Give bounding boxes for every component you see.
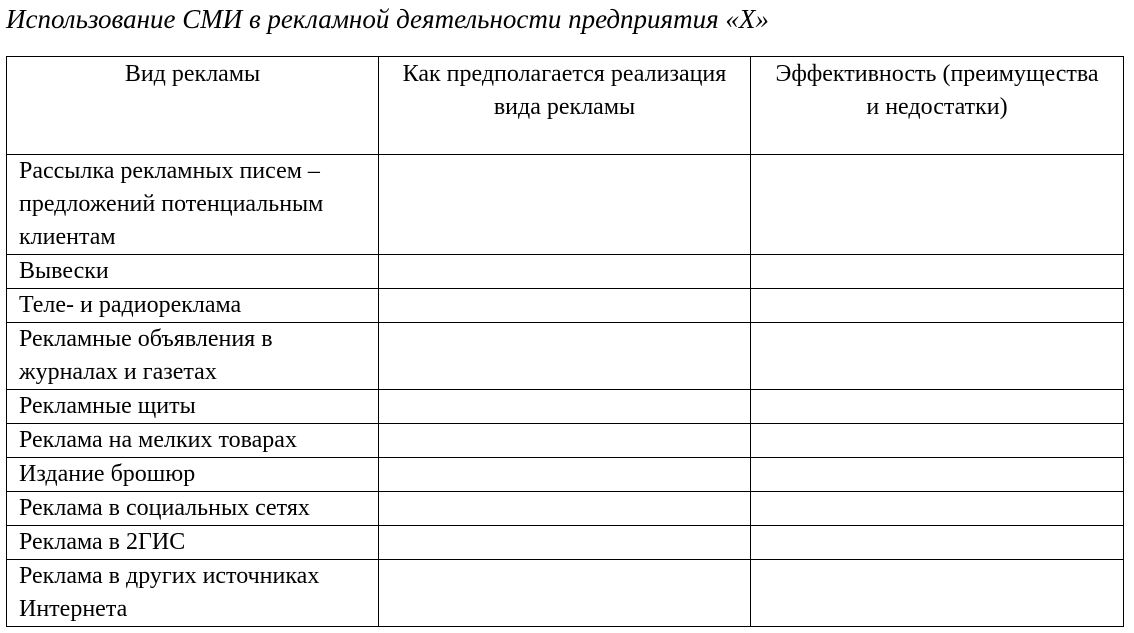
table-row (7, 323, 1124, 390)
table-row (7, 560, 1124, 627)
implementation-cell (379, 390, 751, 424)
effectiveness-cell (751, 289, 1124, 323)
table-row (7, 458, 1124, 492)
ad-type-cell: Рекламные объявления в журналах и газетах (7, 323, 379, 390)
ad-type-cell: Рассылка рекламных писем – предложений потенциальным клиентам (7, 155, 379, 255)
ad-type-cell: Реклама в социальных сетях (7, 492, 379, 526)
effectiveness-cell (751, 390, 1124, 424)
ad-type-cell: Теле- и радиореклама (7, 289, 379, 323)
table-row (7, 289, 1124, 323)
effectiveness-cell (751, 492, 1124, 526)
effectiveness-cell (751, 155, 1124, 255)
implementation-cell (379, 458, 751, 492)
ad-type-cell: Реклама в других источниках Интернета (7, 560, 379, 627)
table-row (7, 526, 1124, 560)
table-row (7, 492, 1124, 526)
implementation-cell (379, 255, 751, 289)
ad-type-cell: Издание брошюр (7, 458, 379, 492)
effectiveness-cell (751, 458, 1124, 492)
table-row (7, 390, 1124, 424)
advertising-media-table (6, 56, 1124, 627)
implementation-cell (379, 155, 751, 255)
ad-type-cell: Вывески (7, 255, 379, 289)
table-header-row (7, 57, 1124, 155)
effectiveness-cell (751, 424, 1124, 458)
header-effectiveness: Эффективность (преимущества и недостатки) (751, 57, 1124, 155)
ad-type-cell: Реклама в 2ГИС (7, 526, 379, 560)
implementation-cell (379, 323, 751, 390)
document-title: Использование СМИ в рекламной деятельности предприятия «Х» (6, 4, 769, 34)
effectiveness-cell (751, 323, 1124, 390)
ad-type-cell: Рекламные щиты (7, 390, 379, 424)
ad-type-cell: Реклама на мелких товарах (7, 424, 379, 458)
implementation-cell (379, 424, 751, 458)
effectiveness-cell (751, 255, 1124, 289)
header-ad-type: Вид рекламы (7, 57, 379, 155)
implementation-cell (379, 289, 751, 323)
effectiveness-cell (751, 560, 1124, 627)
implementation-cell (379, 526, 751, 560)
effectiveness-cell (751, 526, 1124, 560)
implementation-cell (379, 560, 751, 627)
implementation-cell (379, 492, 751, 526)
table-row (7, 424, 1124, 458)
table-row (7, 155, 1124, 255)
table-row (7, 255, 1124, 289)
header-implementation: Как предполагается реализация вида рекламы (379, 57, 751, 155)
